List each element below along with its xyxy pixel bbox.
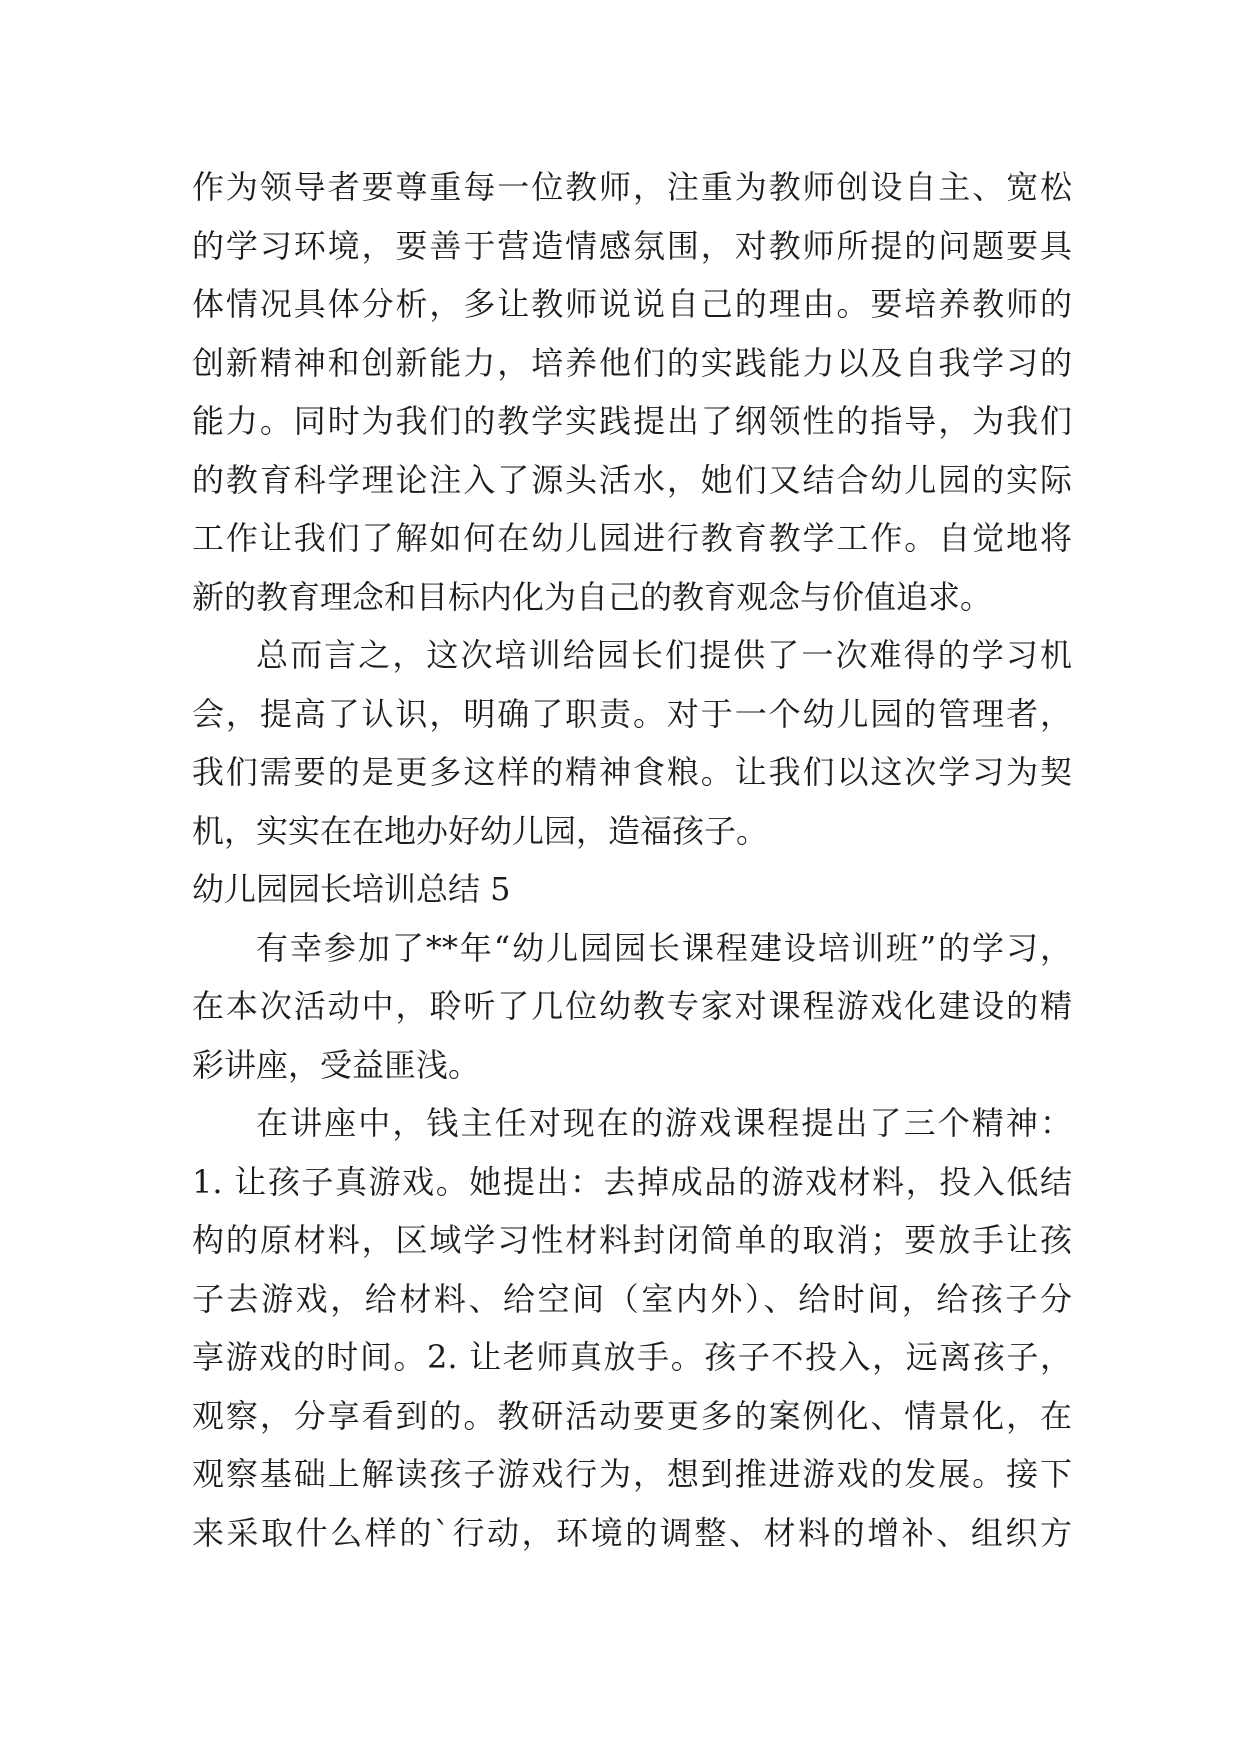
text-line: 我们需要的是更多这样的精神食粮。让我们以这次学习为契 bbox=[192, 753, 1072, 791]
text-line: 观察，分享看到的。教研活动要更多的案例化、情景化，在 bbox=[192, 1396, 1072, 1435]
body-text bbox=[192, 158, 1072, 1562]
text-line: 的学习环境，要善于营造情感氛围，对教师所提的问题要具 bbox=[192, 226, 1072, 265]
text-line: 享游戏的时间。2. 让老师真放手。孩子不投入，远离孩子， bbox=[192, 1338, 1072, 1376]
text-line: 子去游戏，给材料、给空间（室内外）、给时间，给孩子分 bbox=[192, 1279, 1072, 1318]
text-line: 来采取什么样的`行动，环境的调整、材料的增补、组织方 bbox=[192, 1513, 1072, 1552]
text-line: 彩讲座，受益匪浅。 bbox=[192, 1045, 481, 1084]
text-line: 新的教育理念和目标内化为自己的教育观念与价值追求。 bbox=[192, 577, 993, 616]
paragraph-first-line: 总而言之，这次培训给园长们提供了一次难得的学习机 bbox=[256, 636, 1072, 674]
text-line: 的教育科学理论注入了源头活水，她们又结合幼儿园的实际 bbox=[192, 460, 1072, 499]
text-line: 会，提高了认识，明确了职责。对于一个幼儿园的管理者， bbox=[192, 694, 1072, 733]
section-heading: 幼儿园园长培训总结 5 bbox=[192, 870, 511, 908]
paragraph-first-line: 在讲座中，钱主任对现在的游戏课程提出了三个精神： bbox=[256, 1104, 1072, 1142]
paragraph-first-line: 有幸参加了**年“幼儿园园长课程建设培训班”的学习， bbox=[256, 928, 1072, 967]
text-line: 1. 让孩子真游戏。她提出：去掉成品的游戏材料，投入低结 bbox=[192, 1162, 1072, 1201]
text-line: 观察基础上解读孩子游戏行为，想到推进游戏的发展。接下 bbox=[192, 1455, 1072, 1493]
text-line: 作为领导者要尊重每一位教师，注重为教师创设自主、宽松 bbox=[192, 168, 1072, 206]
text-line: 体情况具体分析，多让教师说说自己的理由。要培养教师的 bbox=[192, 285, 1072, 323]
text-line: 创新精神和创新能力，培养他们的实践能力以及自我学习的 bbox=[192, 343, 1072, 382]
text-line: 构的原材料，区域学习性材料封闭简单的取消；要放手让孩 bbox=[192, 1221, 1072, 1259]
text-line: 在本次活动中，聆听了几位幼教专家对课程游戏化建设的精 bbox=[192, 987, 1072, 1025]
text-line: 机，实实在在地办好幼儿园，造福孩子。 bbox=[192, 811, 769, 850]
text-line: 能力。同时为我们的教学实践提出了纲领性的指导，为我们 bbox=[192, 402, 1072, 440]
text-line: 工作让我们了解如何在幼儿园进行教育教学工作。自觉地将 bbox=[192, 519, 1072, 557]
